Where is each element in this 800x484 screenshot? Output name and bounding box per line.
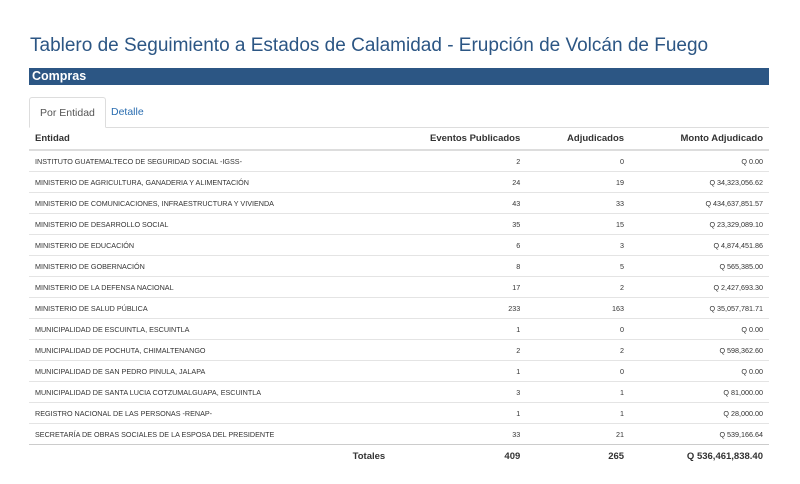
cell-adjudicados: 0 [526, 361, 630, 382]
cell-adjudicados: 5 [526, 256, 630, 277]
cell-eventos: 17 [391, 277, 526, 298]
table-header-row [29, 127, 769, 150]
cell-eventos: 35 [391, 214, 526, 235]
cell-adjudicados: 21 [526, 424, 630, 445]
page-title: Tablero de Seguimiento a Estados de Calamidad - Erupción de Volcán de Fuego [30, 34, 709, 56]
tab-por-entidad[interactable]: Por Entidad [29, 97, 106, 128]
totals-eventos: 409 [391, 445, 526, 468]
cell-entidad: MINISTERIO DE GOBERNACIÓN [29, 256, 391, 277]
column-header-monto[interactable]: Monto Adjudicado [630, 127, 769, 150]
cell-adjudicados: 1 [526, 403, 630, 424]
table-row [29, 172, 769, 193]
cell-monto: Q 0.00 [630, 319, 769, 340]
table-row [29, 277, 769, 298]
cell-entidad: MINISTERIO DE SALUD PÚBLICA [29, 298, 391, 319]
table-row [29, 256, 769, 277]
cell-eventos: 8 [391, 256, 526, 277]
column-header-eventos[interactable]: Eventos Publicados [391, 127, 526, 150]
cell-entidad: REGISTRO NACIONAL DE LAS PERSONAS -RENAP- [29, 403, 391, 424]
cell-eventos: 1 [391, 403, 526, 424]
cell-monto: Q 23,329,089.10 [630, 214, 769, 235]
cell-adjudicados: 2 [526, 340, 630, 361]
table-row [29, 319, 769, 340]
cell-monto: Q 0.00 [630, 361, 769, 382]
cell-monto: Q 598,362.60 [630, 340, 769, 361]
cell-eventos: 233 [391, 298, 526, 319]
cell-eventos: 6 [391, 235, 526, 256]
cell-entidad: MUNICIPALIDAD DE POCHUTA, CHIMALTENANGO [29, 340, 391, 361]
cell-monto: Q 28,000.00 [630, 403, 769, 424]
cell-adjudicados: 163 [526, 298, 630, 319]
cell-eventos: 3 [391, 382, 526, 403]
tab-detalle[interactable]: Detalle [111, 106, 144, 118]
cell-entidad: MINISTERIO DE LA DEFENSA NACIONAL [29, 277, 391, 298]
cell-entidad: MUNICIPALIDAD DE SANTA LUCIA COTZUMALGUAPA, ESCUINTLA [29, 382, 391, 403]
cell-eventos: 1 [391, 319, 526, 340]
cell-monto: Q 0.00 [630, 150, 769, 172]
table-row [29, 214, 769, 235]
cell-adjudicados: 19 [526, 172, 630, 193]
cell-monto: Q 434,637,851.57 [630, 193, 769, 214]
table-row [29, 361, 769, 382]
cell-entidad: MINISTERIO DE DESARROLLO SOCIAL [29, 214, 391, 235]
cell-entidad: MINISTERIO DE AGRICULTURA, GANADERIA Y ALIMENTACIÓN [29, 172, 391, 193]
cell-eventos: 1 [391, 361, 526, 382]
cell-adjudicados: 0 [526, 150, 630, 172]
cell-entidad: MUNICIPALIDAD DE SAN PEDRO PINULA, JALAPA [29, 361, 391, 382]
cell-eventos: 43 [391, 193, 526, 214]
totals-adjudicados: 265 [526, 445, 630, 468]
table-row [29, 150, 769, 172]
cell-monto: Q 565,385.00 [630, 256, 769, 277]
cell-eventos: 24 [391, 172, 526, 193]
cell-eventos: 33 [391, 424, 526, 445]
tab-bar [29, 97, 769, 128]
cell-adjudicados: 33 [526, 193, 630, 214]
cell-entidad: MINISTERIO DE EDUCACIÓN [29, 235, 391, 256]
cell-monto: Q 539,166.64 [630, 424, 769, 445]
cell-entidad: SECRETARÍA DE OBRAS SOCIALES DE LA ESPOSA DEL PRESIDENTE [29, 424, 391, 445]
cell-adjudicados: 3 [526, 235, 630, 256]
table-body [29, 150, 769, 467]
cell-adjudicados: 2 [526, 277, 630, 298]
totals-monto: Q 536,461,838.40 [630, 445, 769, 468]
cell-entidad: INSTITUTO GUATEMALTECO DE SEGURIDAD SOCIAL -IGSS- [29, 150, 391, 172]
cell-entidad: MUNICIPALIDAD DE ESCUINTLA, ESCUINTLA [29, 319, 391, 340]
cell-monto: Q 35,057,781.71 [630, 298, 769, 319]
cell-adjudicados: 15 [526, 214, 630, 235]
cell-adjudicados: 1 [526, 382, 630, 403]
cell-adjudicados: 0 [526, 319, 630, 340]
column-header-entidad[interactable]: Entidad [29, 127, 391, 150]
totals-row [29, 445, 769, 468]
cell-monto: Q 34,323,056.62 [630, 172, 769, 193]
table-row [29, 382, 769, 403]
table-row [29, 298, 769, 319]
table-row [29, 193, 769, 214]
table-row [29, 340, 769, 361]
cell-eventos: 2 [391, 340, 526, 361]
entities-table [29, 127, 769, 467]
cell-monto: Q 4,874,451.86 [630, 235, 769, 256]
table-row [29, 403, 769, 424]
cell-entidad: MINISTERIO DE COMUNICACIONES, INFRAESTRUCTURA Y VIVIENDA [29, 193, 391, 214]
totals-label: Totales [29, 445, 391, 468]
cell-monto: Q 81,000.00 [630, 382, 769, 403]
table-row [29, 424, 769, 445]
column-header-adjudicados[interactable]: Adjudicados [526, 127, 630, 150]
cell-monto: Q 2,427,693.30 [630, 277, 769, 298]
section-header: Compras [29, 68, 769, 85]
table-row [29, 235, 769, 256]
cell-eventos: 2 [391, 150, 526, 172]
